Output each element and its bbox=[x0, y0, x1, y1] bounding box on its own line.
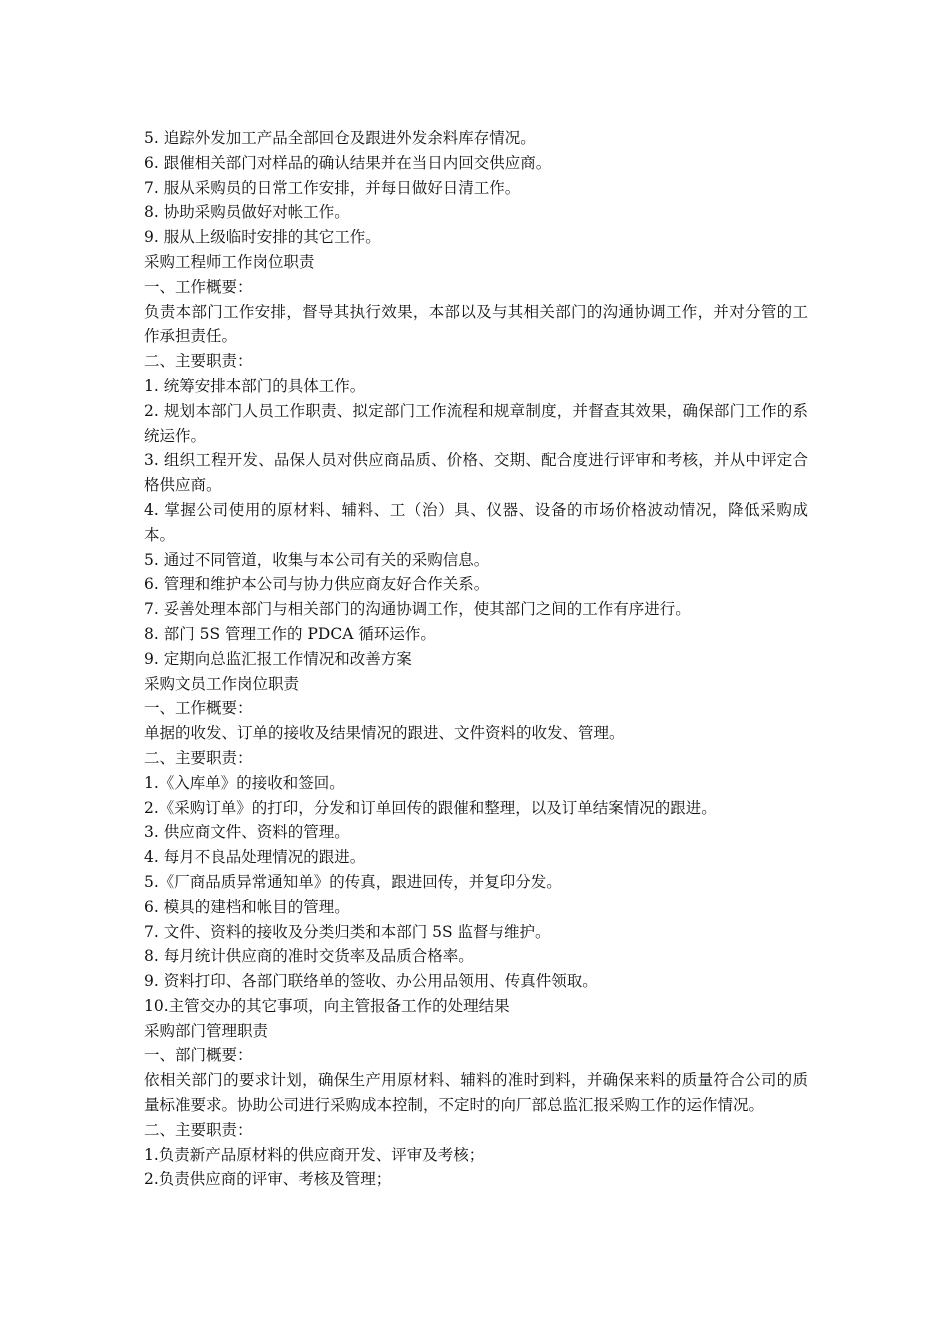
subsection-heading: 二、主要职责： bbox=[144, 748, 253, 767]
text-line: 5. 追踪外发加工产品全部回仓及跟进外发余料库存情况。 bbox=[144, 129, 536, 147]
list-item: 3. 供应商文件、资料的管理。 bbox=[144, 823, 350, 842]
subsection-heading: 一、工作概要： bbox=[144, 699, 253, 718]
list-item: 1.负责新产品原材料的供应商开发、评审及考核； bbox=[144, 1145, 485, 1164]
list-item: 2.负责供应商的评审、考核及管理； bbox=[144, 1170, 392, 1189]
section-heading: 采购工程师工作岗位职责 bbox=[144, 252, 315, 271]
list-item: 4. 每月不良品处理情况的跟进。 bbox=[144, 848, 366, 867]
list-item: 9. 资料打印、各部门联络单的签收、办公用品领用、传真件领取。 bbox=[144, 972, 598, 991]
subsection-heading: 二、主要职责： bbox=[144, 1120, 253, 1139]
list-item: 5.《厂商品质异常通知单》的传真，跟进回传，并复印分发。 bbox=[144, 872, 562, 891]
list-item: 8. 每月统计供应商的准时交货率及品质合格率。 bbox=[144, 947, 474, 966]
list-item: 9. 定期向总监汇报工作情况和改善方案 bbox=[144, 649, 412, 668]
list-item: 7. 妥善处理本部门与相关部门的沟通协调工作，使其部门之间的工作有序进行。 bbox=[144, 600, 691, 619]
text-line: 6. 跟催相关部门对样品的确认结果并在当日内回交供应商。 bbox=[144, 153, 552, 172]
list-item: 4. 掌握公司使用的原材料、辅料、工（治）具、仪器、设备的市场价格波动情况，降低采购成本。 bbox=[144, 500, 808, 544]
list-item: 6. 模具的建档和帐目的管理。 bbox=[144, 897, 350, 916]
section-heading: 采购部门管理职责 bbox=[144, 1021, 269, 1040]
subsection-heading: 一、工作概要： bbox=[144, 277, 253, 296]
text-line: 9. 服从上级临时安排的其它工作。 bbox=[144, 228, 381, 247]
subsection-heading: 二、主要职责： bbox=[144, 352, 253, 371]
list-item: 3. 组织工程开发、品保人员对供应商品质、价格、交期、配合度进行评审和考核，并从中评定合格供应商。 bbox=[144, 451, 808, 495]
document-body bbox=[144, 126, 808, 1192]
list-item: 8. 部门 5S 管理工作的 PDCA 循环运作。 bbox=[144, 624, 436, 643]
list-item: 2.《采购订单》的打印，分发和订单回传的跟催和整理，以及订单结案情况的跟进。 bbox=[144, 798, 717, 817]
paragraph: 依相关部门的要求计划，确保生产用原材料、辅料的准时到料，并确保来料的质量符合公司的质量标准要求。协助公司进行采购成本控制，不定时的向厂部总监汇报采购工作的运作情况。 bbox=[144, 1071, 808, 1115]
section-heading: 采购文员工作岗位职责 bbox=[144, 674, 300, 693]
subsection-heading: 一、部门概要： bbox=[144, 1046, 253, 1065]
list-item: 1. 统筹安排本部门的具体工作。 bbox=[144, 376, 366, 395]
text-line: 8. 协助采购员做好对帐工作。 bbox=[144, 203, 350, 222]
list-item: 7. 文件、资料的接收及分类归类和本部门 5S 监督与维护。 bbox=[144, 922, 551, 941]
paragraph: 负责本部门工作安排，督导其执行效果，本部以及与其相关部门的沟通协调工作，并对分管的工作承担责任。 bbox=[144, 302, 808, 346]
paragraph: 单据的收发、订单的接收及结果情况的跟进、文件资料的收发、管理。 bbox=[144, 724, 625, 743]
list-item: 5. 通过不同管道，收集与本公司有关的采购信息。 bbox=[144, 550, 490, 569]
list-item: 1.《入库单》的接收和签回。 bbox=[144, 773, 345, 792]
list-item: 2. 规划本部门人员工作职责、拟定部门工作流程和规章制度，并督查其效果，确保部门工作的系统运作。 bbox=[144, 401, 808, 445]
list-item: 10.主管交办的其它事项，向主管报备工作的处理结果 bbox=[144, 996, 510, 1015]
text-line: 7. 服从采购员的日常工作安排，并每日做好日清工作。 bbox=[144, 178, 521, 197]
list-item: 6. 管理和维护本公司与协力供应商友好合作关系。 bbox=[144, 575, 490, 594]
